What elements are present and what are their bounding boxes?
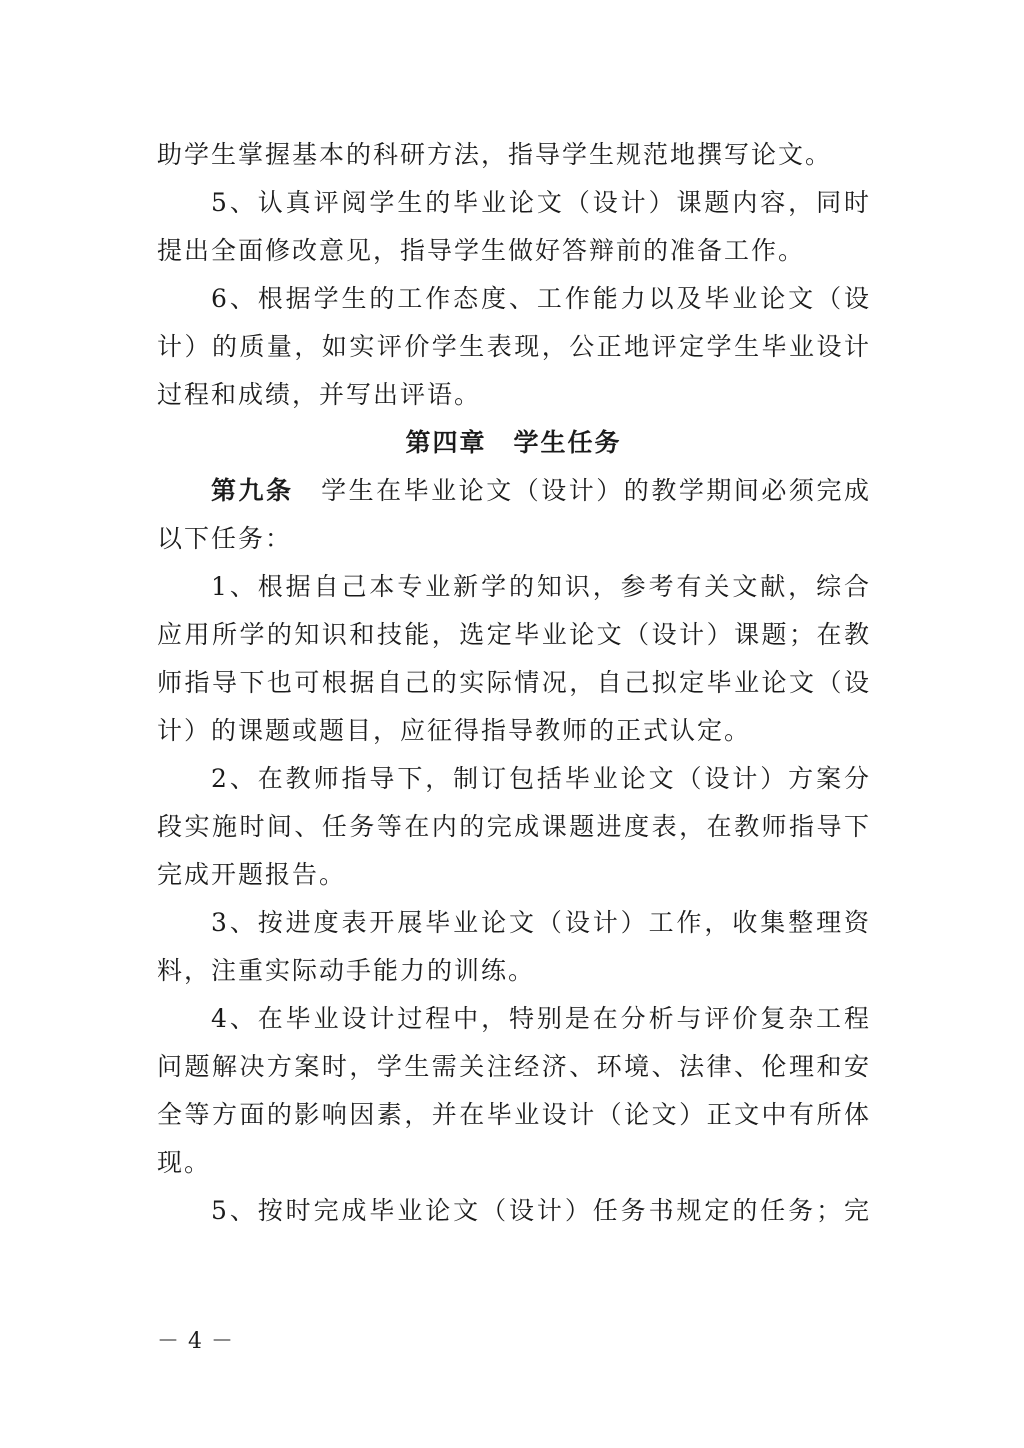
paragraph-continuation [157, 131, 870, 179]
text-line: 应用所学的知识和技能，选定毕业论文（设计）课题；在教 [157, 620, 870, 649]
text-line: 以下任务： [157, 524, 293, 553]
text-line: 2、在教师指导下，制订包括毕业论文（设计）方案分 [211, 764, 870, 793]
text-line: 3、按进度表开展毕业论文（设计）工作，收集整理资 [211, 908, 870, 937]
text-line: 助学生掌握基本的科研方法，指导学生规范地撰写论文。 [157, 140, 833, 169]
page-number: － 4 － [157, 1329, 234, 1354]
text-line: 问题解决方案时，学生需关注经济、环境、法律、伦理和安 [157, 1052, 870, 1081]
text-line: 计）的质量，如实评价学生表现，公正地评定学生毕业设计 [157, 332, 870, 361]
article-label: 第九条 [211, 476, 294, 505]
text-line: 完成开题报告。 [157, 860, 347, 889]
text-line: 过程和成绩，并写出评语。 [157, 380, 482, 409]
task-item-5 [157, 1187, 870, 1235]
text-line: 提出全面修改意见，指导学生做好答辩前的准备工作。 [157, 236, 806, 265]
text-line: 全等方面的影响因素，并在毕业设计（论文）正文中有所体 [157, 1100, 870, 1129]
task-item-3 [157, 899, 870, 995]
text-line: 师指导下也可根据自己的实际情况，自己拟定毕业论文（设 [157, 668, 870, 697]
text-line: 5、按时完成毕业论文（设计）任务书规定的任务；完 [211, 1196, 870, 1225]
page-body [157, 131, 870, 1235]
task-item-4 [157, 995, 870, 1187]
text-line: 现。 [157, 1148, 212, 1177]
text-line: 5、认真评阅学生的毕业论文（设计）课题内容，同时 [211, 188, 870, 217]
chapter-heading: 第四章 学生任务 [405, 428, 622, 457]
text-line: 1、根据自己本专业新学的知识，参考有关文献，综合 [211, 572, 870, 601]
article-first-line [157, 467, 870, 515]
article-nine [157, 467, 870, 563]
paragraph-item-6 [157, 275, 870, 419]
text-line: 4、在毕业设计过程中，特别是在分析与评价复杂工程 [211, 1004, 870, 1033]
task-item-2 [157, 755, 870, 899]
paragraph-item-5 [157, 179, 870, 275]
text-line: 料，注重实际动手能力的训练。 [157, 956, 536, 985]
task-item-1 [157, 563, 870, 755]
text-line: 段实施时间、任务等在内的完成课题进度表，在教师指导下 [157, 812, 870, 841]
text-line: 6、根据学生的工作态度、工作能力以及毕业论文（设 [211, 284, 870, 313]
text-line: 计）的课题或题目，应征得指导教师的正式认定。 [157, 716, 752, 745]
article-text: 学生在毕业论文（设计）的教学期间必须完成 [293, 476, 870, 505]
